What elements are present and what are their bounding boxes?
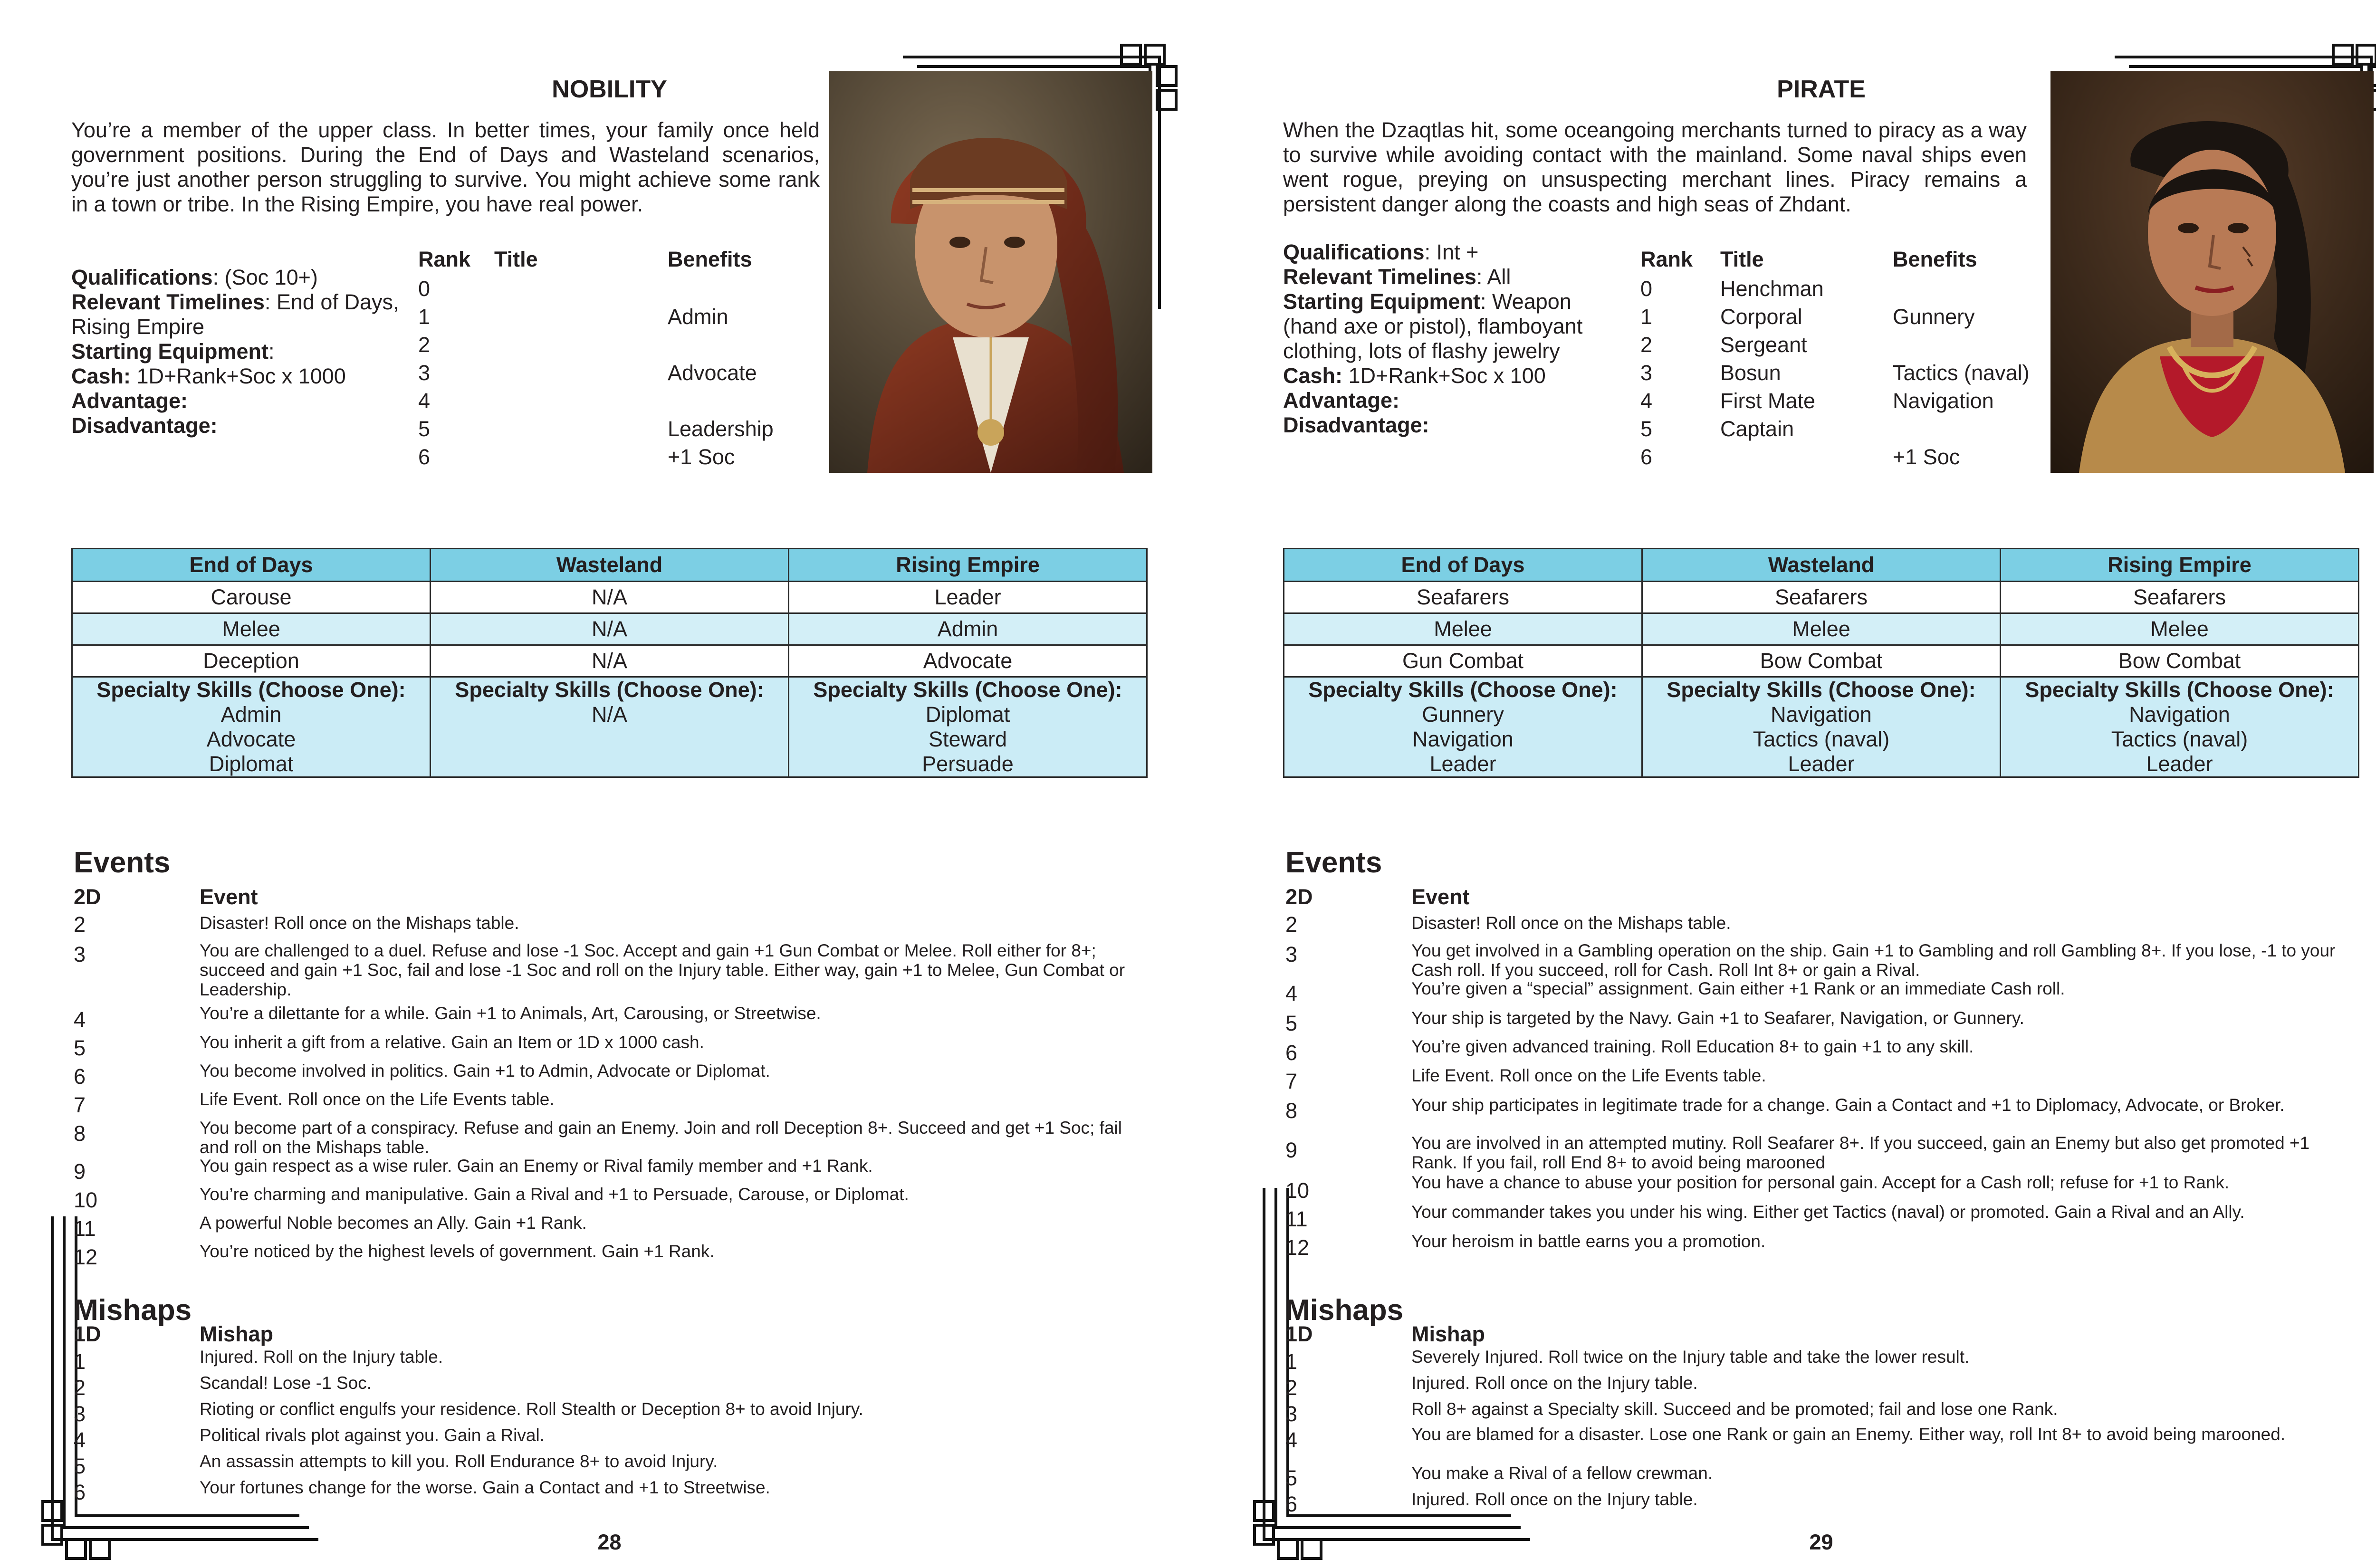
event-text: You are challenged to a duel. Refuse and lose -1 Soc. Accept and gain +1 Gun Combat or Melee. Roll either for 8+; succeed and gain +1 Soc, fail and lose -1 Soc and roll on the Injury table. Either way, gain +1 to Melee, Gun Combat or Leadership.	[200, 941, 1125, 999]
event-text: You’re charming and manipulative. Gain a Rival and +1 to Persuade, Carouse, or Diplomat.	[200, 1185, 909, 1204]
rank-value: 1	[1640, 305, 1653, 329]
rank-value: 0	[418, 277, 431, 301]
events-heading: Events	[1285, 846, 1382, 879]
specialty-skill: Diplomat	[925, 702, 1010, 727]
rank-column	[1640, 275, 1652, 471]
mishap-text: Severely Injured. Roll twice on the Injury table and take the lower result.	[1411, 1347, 1970, 1367]
mishap-number: 4	[1285, 1428, 1298, 1452]
mishap-number: 3	[1285, 1402, 1298, 1426]
specialty-skill: Advocate	[206, 727, 296, 751]
rank-value: 5	[1640, 417, 1653, 441]
cash-value: 1D+Rank+Soc x 100	[1342, 363, 1546, 388]
table-header-row	[72, 549, 1147, 582]
title-value: First Mate	[1720, 389, 1816, 413]
benefit-value: Tactics (naval)	[1893, 361, 2030, 385]
specialty-skill: N/A	[591, 702, 627, 727]
rank-value: 2	[418, 333, 431, 357]
specialty-label: Specialty Skills (Choose One):	[96, 678, 406, 702]
event-number: 2	[74, 912, 86, 937]
specialty-skill: Leader	[2146, 752, 2213, 776]
title-value: Sergeant	[1720, 333, 1807, 357]
equipment-value: : Weapon (hand axe or pistol), flamboyant clothing, lots of flashy jewelry	[1283, 289, 1583, 363]
event-text: You gain respect as a wise ruler. Gain an Enemy or Rival family member and +1 Rank.	[200, 1156, 873, 1176]
rank-value: 3	[1640, 361, 1653, 385]
timelines-value: : End of Days, Rising Empire	[71, 290, 399, 339]
event-text: You’re a dilettante for a while. Gain +1 to Animals, Art, Carousing, or Streetwise.	[200, 1004, 821, 1023]
rank-column	[418, 275, 430, 471]
event-text: You become part of a conspiracy. Refuse and gain an Enemy. Join and roll Deception 8+. Succeed and get +1 Soc; fail and roll on the Mishaps table.	[200, 1118, 1122, 1157]
title-value: Bosun	[1720, 361, 1781, 385]
table-cell: Bow Combat	[2001, 645, 2359, 677]
table-row	[1284, 613, 2359, 645]
cash-label: Cash:	[1283, 363, 1343, 388]
mishap-number: 4	[74, 1428, 86, 1452]
col-end-of-days: End of Days	[1284, 549, 1642, 582]
advantage-label: Advantage:	[1283, 388, 1400, 412]
benefit-value	[1893, 415, 2030, 443]
qualifications-label: Qualifications	[71, 265, 213, 289]
mishaps-heading: Mishaps	[74, 1294, 192, 1327]
title-value	[1720, 443, 1824, 471]
benefits-header: Benefits	[668, 247, 752, 271]
specialty-skill: Tactics (naval)	[1753, 727, 1890, 751]
qualifications-block	[71, 265, 404, 438]
mishap-text: Injured. Roll once on the Injury table.	[1411, 1490, 1698, 1509]
event-number: 9	[74, 1159, 86, 1184]
mishap-number: 5	[1285, 1466, 1298, 1490]
mishaps-col-dice: 1D	[74, 1322, 101, 1346]
mishap-number: 1	[74, 1349, 86, 1374]
event-number: 12	[1285, 1235, 1310, 1260]
mishap-text: Injured. Roll once on the Injury table.	[1411, 1373, 1698, 1393]
specialty-skill: Tactics (naval)	[2111, 727, 2248, 751]
page-number: 28	[597, 1530, 622, 1554]
career-intro: You’re a member of the upper class. In better times, your family once held government positions. During the End of Days and Wasteland scenarios, you’re just another person struggling to survive. You might achieve some rank in a town or tribe. In the Rising Empire, you have real power.	[71, 118, 820, 216]
table-row	[72, 582, 1147, 613]
right-page	[1212, 0, 2376, 1568]
mishaps-col-mishap: Mishap	[1411, 1322, 1485, 1346]
disadvantage-label: Disadvantage:	[71, 413, 218, 438]
table-row	[1284, 582, 2359, 613]
event-number: 4	[74, 1007, 86, 1032]
table-cell: Melee	[2001, 613, 2359, 645]
benefit-value: +1 Soc	[1893, 445, 1960, 469]
career-title: PIRATE	[1777, 76, 1866, 103]
title-value: Corporal	[1720, 305, 1802, 329]
event-number: 10	[1285, 1178, 1310, 1203]
event-text: Your commander takes you under his wing. Either get Tactics (naval) or promoted. Gain a Rival and an Ally.	[1411, 1202, 2245, 1222]
event-number: 12	[74, 1245, 98, 1269]
event-text: Disaster! Roll once on the Mishaps table.	[200, 913, 519, 933]
equipment-label: Starting Equipment	[71, 339, 268, 363]
event-text: You’re given a “special” assignment. Gain either +1 Rank or an immediate Cash roll.	[1411, 979, 2065, 998]
specialty-cell	[2001, 677, 2359, 777]
benefits-header: Benefits	[1893, 247, 1977, 271]
event-text: You become involved in politics. Gain +1 to Admin, Advocate or Diplomat.	[200, 1061, 770, 1080]
event-number: 5	[74, 1036, 86, 1060]
table-cell: Seafarers	[2001, 582, 2359, 613]
benefit-value	[668, 331, 774, 359]
event-number: 11	[74, 1216, 96, 1241]
table-cell: Melee	[1642, 613, 2001, 645]
timelines-label: Relevant Timelines	[1283, 265, 1476, 289]
noble-portrait	[829, 71, 1152, 473]
qualifications-label: Qualifications	[1283, 240, 1425, 264]
mishap-text: You are blamed for a disaster. Lose one Rank or gain an Enemy. Either way, roll Int 8+ to avoid being marooned.	[1411, 1425, 2286, 1444]
specialty-label: Specialty Skills (Choose One):	[1667, 678, 1976, 702]
event-text: Your heroism in battle earns you a promotion.	[1411, 1232, 1766, 1251]
event-text: You get involved in a Gambling operation on the ship. Gain +1 to Gambling and roll Gambling 8+. If you lose, -1 to your Cash roll. If you succeed, roll for Cash. Roll Int 8+ or gain a Rival.	[1411, 941, 2336, 980]
specialty-cell	[431, 677, 789, 777]
benefit-value: Leadership	[668, 417, 774, 441]
events-col-dice: 2D	[1285, 885, 1313, 909]
table-row	[72, 613, 1147, 645]
table-header-row	[1284, 549, 2359, 582]
event-number: 6	[74, 1064, 86, 1089]
equipment-label: Starting Equipment	[1283, 289, 1480, 314]
mishap-text: Your fortunes change for the worse. Gain a Contact and +1 to Streetwise.	[200, 1478, 770, 1497]
specialty-skill: Diplomat	[209, 752, 294, 776]
table-cell: Leader	[789, 582, 1147, 613]
equipment-value: :	[268, 339, 275, 363]
benefit-value: Advocate	[668, 361, 757, 385]
col-rising-empire: Rising Empire	[2001, 549, 2359, 582]
rank-header: Rank	[1640, 247, 1693, 271]
career-title: NOBILITY	[552, 76, 667, 103]
mishap-number: 1	[1285, 1349, 1298, 1374]
rank-value: 4	[1640, 389, 1653, 413]
event-number: 8	[74, 1121, 86, 1146]
event-text: You’re noticed by the highest levels of government. Gain +1 Rank.	[200, 1242, 715, 1261]
event-number: 9	[1285, 1138, 1298, 1162]
table-cell: N/A	[431, 582, 789, 613]
col-end-of-days: End of Days	[72, 549, 431, 582]
event-number: 5	[1285, 1011, 1298, 1035]
mishap-text: Injured. Roll on the Injury table.	[200, 1347, 443, 1367]
cash-value: 1D+Rank+Soc x 1000	[131, 364, 346, 388]
specialty-skill: Persuade	[922, 752, 1014, 776]
title-header: Title	[494, 247, 538, 271]
specialty-label: Specialty Skills (Choose One):	[2025, 678, 2334, 702]
event-text: You have a chance to abuse your position for personal gain. Accept for a Cash roll; refuse for +1 to Rank.	[1411, 1173, 2230, 1192]
specialty-cell	[1284, 677, 1642, 777]
event-number: 7	[74, 1093, 86, 1117]
event-text: You are involved in an attempted mutiny. Roll Seafarer 8+. If you succeed, gain an Enemy but also get promoted +1 Rank. If you fail, roll End 8+ to avoid being marooned	[1411, 1133, 2310, 1172]
event-number: 2	[1285, 912, 1298, 937]
events-col-event: Event	[200, 885, 258, 909]
event-number: 8	[1285, 1099, 1298, 1123]
mishaps-col-dice: 1D	[1285, 1322, 1313, 1346]
career-intro: When the Dzaqtlas hit, some oceangoing merchants turned to piracy as a way to survive while avoiding contact with the mainland. Some naval ships even went rogue, preying on unsuspecting merchant lines. Piracy remains a persistent danger along the coasts and high seas of Zhdant.	[1283, 118, 2027, 216]
event-number: 7	[1285, 1069, 1298, 1093]
rank-value: 3	[418, 361, 431, 385]
rank-value: 6	[418, 445, 431, 469]
qualifications-block	[1283, 240, 1630, 438]
event-number: 6	[1285, 1041, 1298, 1065]
disadvantage-label: Disadvantage:	[1283, 413, 1429, 437]
events-col-dice: 2D	[74, 885, 101, 909]
event-text: Life Event. Roll once on the Life Events table.	[200, 1090, 555, 1109]
table-cell: Seafarers	[1284, 582, 1642, 613]
rank-value: 1	[418, 305, 431, 329]
cash-label: Cash:	[71, 364, 131, 388]
specialty-cell	[72, 677, 431, 777]
event-text: A powerful Noble becomes an Ally. Gain +1 Rank.	[200, 1213, 587, 1233]
benefit-value: Gunnery	[1893, 305, 1975, 329]
table-cell: Admin	[789, 613, 1147, 645]
career-skills-table	[71, 548, 1148, 778]
benefit-value: Navigation	[1893, 389, 1994, 413]
table-cell: Melee	[72, 613, 431, 645]
specialty-cell	[789, 677, 1147, 777]
mishap-text: An assassin attempts to kill you. Roll Endurance 8+ to avoid Injury.	[200, 1452, 718, 1471]
table-cell: N/A	[431, 613, 789, 645]
specialty-skill: Navigation	[1771, 702, 1872, 727]
mishap-text: Roll 8+ against a Specialty skill. Succeed and be promoted; fail and lose one Rank.	[1411, 1399, 2058, 1419]
rank-value: 4	[418, 389, 431, 413]
mishap-number: 5	[74, 1454, 86, 1478]
mishap-number: 3	[74, 1402, 86, 1426]
col-wasteland: Wasteland	[431, 549, 789, 582]
title-header: Title	[1720, 247, 1764, 271]
event-text: You’re given advanced training. Roll Education 8+ to gain +1 to any skill.	[1411, 1037, 1974, 1056]
title-value: Captain	[1720, 417, 1794, 441]
table-row	[1284, 645, 2359, 677]
benefit-column	[1893, 275, 2030, 471]
mishaps-col-mishap: Mishap	[200, 1322, 274, 1346]
table-cell: N/A	[431, 645, 789, 677]
table-cell: Advocate	[789, 645, 1147, 677]
rank-value: 2	[1640, 333, 1653, 357]
title-value: Henchman	[1720, 277, 1824, 301]
timelines-value: : All	[1476, 265, 1511, 289]
mishap-number: 2	[74, 1376, 86, 1400]
event-number: 10	[74, 1188, 98, 1212]
benefit-value	[1893, 331, 2030, 359]
events-col-event: Event	[1411, 885, 1470, 909]
specialty-skill: Navigation	[1412, 727, 1514, 751]
specialty-skill: Navigation	[2129, 702, 2230, 727]
mishap-text: You make a Rival of a fellow crewman.	[1411, 1463, 1713, 1483]
specialty-row	[72, 677, 1147, 777]
specialty-row	[1284, 677, 2359, 777]
specialty-skill: Admin	[220, 702, 282, 727]
table-cell: Deception	[72, 645, 431, 677]
specialty-cell	[1642, 677, 2001, 777]
benefit-value	[668, 275, 774, 303]
event-text: Life Event. Roll once on the Life Events table.	[1411, 1066, 1766, 1085]
specialty-skill: Leader	[1788, 752, 1855, 776]
benefit-value	[668, 387, 774, 415]
table-cell: Gun Combat	[1284, 645, 1642, 677]
table-row	[72, 645, 1147, 677]
mishap-number: 6	[1285, 1492, 1298, 1516]
event-text: Your ship is targeted by the Navy. Gain +1 to Seafarer, Navigation, or Gunnery.	[1411, 1008, 2024, 1028]
table-cell: Seafarers	[1642, 582, 2001, 613]
table-cell: Bow Combat	[1642, 645, 2001, 677]
career-skills-table	[1283, 548, 2359, 778]
benefit-value: Admin	[668, 305, 728, 329]
benefit-value	[1893, 275, 2030, 303]
rank-value: 5	[418, 417, 431, 441]
event-text: You inherit a gift from a relative. Gain an Item or 1D x 1000 cash.	[200, 1033, 704, 1052]
rank-header: Rank	[418, 247, 471, 271]
benefit-column	[668, 275, 774, 471]
specialty-label: Specialty Skills (Choose One):	[813, 678, 1122, 702]
mishap-text: Scandal! Lose -1 Soc.	[200, 1373, 372, 1393]
event-number: 3	[1285, 942, 1298, 966]
page-number: 29	[1809, 1530, 1833, 1554]
mishap-number: 2	[1285, 1376, 1298, 1400]
table-cell: Melee	[1284, 613, 1642, 645]
mishaps-heading: Mishaps	[1285, 1294, 1404, 1327]
pirate-portrait	[2050, 71, 2374, 473]
title-column	[1720, 275, 1824, 471]
advantage-label: Advantage:	[71, 389, 188, 413]
event-text: Disaster! Roll once on the Mishaps table.	[1411, 913, 1731, 933]
event-number: 11	[1285, 1207, 1308, 1231]
mishap-text: Political rivals plot against you. Gain a Rival.	[200, 1425, 545, 1445]
event-number: 3	[74, 942, 86, 966]
mishap-text: Rioting or conflict engulfs your residence. Roll Stealth or Deception 8+ to avoid Injury.	[200, 1399, 863, 1419]
event-text: Your ship participates in legitimate trade for a change. Gain a Contact and +1 to Diplomacy, Advocate, or Broker.	[1411, 1095, 2285, 1115]
specialty-label: Specialty Skills (Choose One):	[1308, 678, 1618, 702]
specialty-skill: Leader	[1429, 752, 1496, 776]
table-cell: Carouse	[72, 582, 431, 613]
rank-value: 0	[1640, 277, 1653, 301]
qualifications-value: : (Soc 10+)	[212, 265, 318, 289]
mishap-number: 6	[74, 1480, 86, 1504]
specialty-label: Specialty Skills (Choose One):	[455, 678, 764, 702]
rank-value: 6	[1640, 445, 1653, 469]
specialty-skill: Gunnery	[1422, 702, 1504, 727]
col-wasteland: Wasteland	[1642, 549, 2001, 582]
col-rising-empire: Rising Empire	[789, 549, 1147, 582]
event-number: 4	[1285, 981, 1298, 1005]
timelines-label: Relevant Timelines	[71, 290, 265, 314]
benefit-value: +1 Soc	[668, 445, 735, 469]
specialty-skill: Steward	[928, 727, 1007, 751]
qualifications-value: : Int +	[1424, 240, 1479, 264]
events-heading: Events	[74, 846, 171, 879]
